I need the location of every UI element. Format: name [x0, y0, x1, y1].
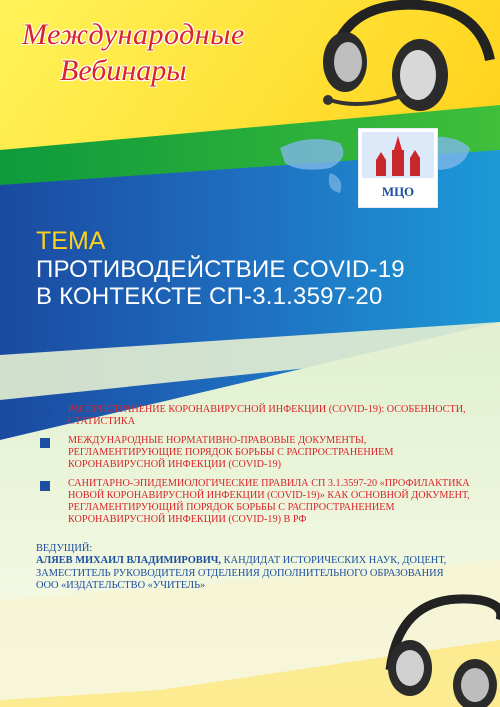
bullet-square-icon — [40, 438, 50, 448]
list-item-text: САНИТАРНО-ЭПИДЕМИОЛОГИЧЕСКИЕ ПРАВИЛА СП 3.1.3597-20 «ПРОФИЛАКТИКА НОВОЙ КОРОНАВИРУСНОЙ ИНФЕКЦИИ (COVID-19)» КАК ОСНОВНОЙ ДОКУМЕНТ, РЕГЛАМЕНТИРУЮЩИЙ ПОРЯДОК БОРЬБЫ С РАСПРОСТРАНЕНИЕМ КОРОНАВИРУСНОЙ ИНФЕКЦИИ (COVID-19) В РФ — [68, 478, 470, 526]
headphones-icon — [300, 0, 500, 120]
presenter-info — [36, 543, 456, 593]
brand-title — [22, 20, 245, 86]
headset-microphone-icon — [380, 580, 500, 707]
bullet-square-icon — [40, 481, 50, 491]
presenter-details: КАНДИДАТ ИСТОРИЧЕСКИХ НАУК, ДОЦЕНТ, ЗАМЕСТИТЕЛЬ РУКОВОДИТЕЛЯ ОТДЕЛЕНИЯ ДОПОЛНИТЕЛЬНОГО ОБРАЗОВАНИЯ ООО «ИЗДАТЕЛЬСТВО «УЧИТЕЛЬ» — [36, 555, 447, 592]
topic-line-2: В КОНТЕКСТЕ СП-3.1.3597-20 — [36, 283, 383, 311]
topic-line-1: ПРОТИВОДЕЙСТВИЕ COVID-19 — [36, 255, 405, 283]
list-item-text: РАСПРОСТРАНЕНИЕ КОРОНАВИРУСНОЙ ИНФЕКЦИИ (COVID-19): ОСОБЕННОСТИ, СТАТИСТИКА — [68, 404, 466, 428]
topic-block — [36, 228, 405, 311]
brand-line-1: Международные — [22, 18, 245, 51]
list-item — [40, 478, 480, 526]
list-item-text: МЕЖДУНАРОДНЫЕ НОРМАТИВНО-ПРАВОВЫЕ ДОКУМЕНТЫ, РЕГЛАМЕНТИРУЮЩИЕ ПОРЯДОК БОРЬБЫ С РАСПРОСТРАНЕНИЕМ КОРОНАВИРУСНОЙ ИНФЕКЦИИ (COVID-19) — [68, 435, 394, 471]
list-item — [40, 435, 480, 471]
logo-label: МЦО — [381, 184, 415, 199]
brand-line-2: Вебинары — [60, 54, 187, 87]
presenter-name: АЛЯЕВ МИХАИЛ ВЛАДИМИРОВИЧ, — [36, 555, 222, 567]
topics-list — [40, 404, 480, 533]
list-item — [40, 404, 480, 428]
topic-label: ТЕМА — [36, 227, 106, 255]
presenter-label: ВЕДУЩИЙ: — [36, 543, 93, 554]
bullet-square-icon — [40, 407, 50, 417]
